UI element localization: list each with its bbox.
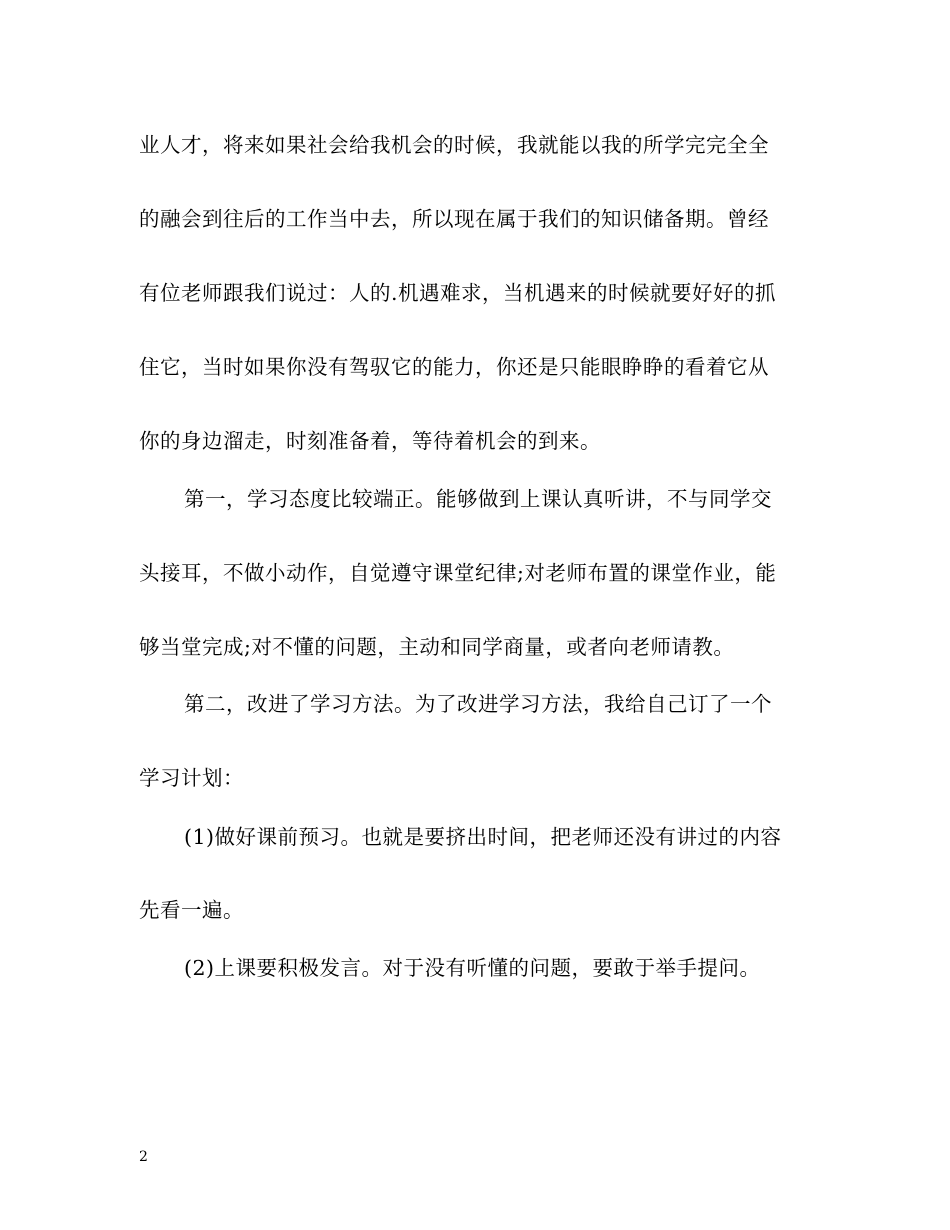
paragraph-first-line-13: (2)上课要积极发言。对于没有听懂的问题，要敢于举手提问。 — [184, 956, 761, 980]
text-line-5: 你的身边溜走，时刻准备着，等待着机会的到来。 — [139, 429, 601, 453]
text-line-10: 学习计划： — [139, 766, 244, 790]
text-line-12: 先看一遍。 — [139, 898, 244, 922]
paragraph-first-line-6: 第一，学习态度比较端正。能够做到上课认真听讲，不与同学交 — [184, 487, 772, 511]
text-line-3: 有位老师跟我们说过：人的.机遇难求，当机遇来的时候就要好好的抓 — [139, 281, 777, 305]
text-line-2: 的融会到往后的工作当中去，所以现在属于我们的知识储备期。曾经 — [139, 207, 769, 231]
text-line-4: 住它，当时如果你没有驾驭它的能力，你还是只能眼睁睁的看着它从 — [139, 355, 769, 379]
page-number: 2 — [139, 1149, 148, 1165]
paragraph-first-line-11: (1)做好课前预习。也就是要挤出时间，把老师还没有讲过的内容 — [184, 825, 782, 849]
text-line-1: 业人才，将来如果社会给我机会的时候，我就能以我的所学完完全全 — [139, 133, 769, 157]
text-line-8: 够当堂完成;对不懂的问题，主动和同学商量，或者向老师请教。 — [139, 635, 735, 659]
text-line-7: 头接耳，不做小动作，自觉遵守课堂纪律;对老师布置的课堂作业，能 — [139, 561, 777, 585]
paragraph-first-line-9: 第二，改进了学习方法。为了改进学习方法，我给自己订了一个 — [184, 692, 772, 716]
